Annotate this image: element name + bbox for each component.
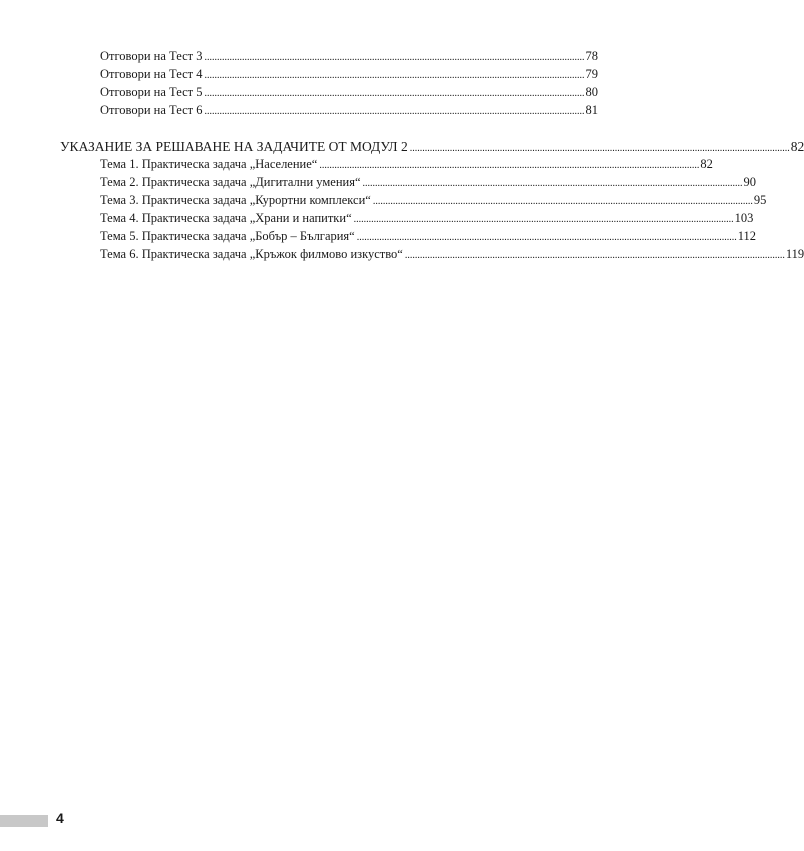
toc-entry-answers-test-6[interactable]: [100, 102, 598, 120]
toc-leader-dots: ........................................................................................................................................................: [204, 106, 585, 117]
toc-entry-page: 119: [785, 247, 804, 261]
toc-leader-dots: ........................................................................................................................................................: [362, 178, 743, 189]
toc-leader-dots: ........................................................................................................................................................: [319, 160, 700, 171]
toc-entry-title: Отговори на Тест 4: [100, 67, 203, 81]
toc-entry-title: Тема 4. Практическа задача „Храни и напитки“: [100, 211, 352, 225]
toc-entry-title: Отговори на Тест 3: [100, 49, 203, 63]
toc-entry-page: 82: [790, 139, 804, 154]
toc-entry-title: Тема 3. Практическа задача „Курортни комплекси“: [100, 193, 371, 207]
toc-entry-page: 103: [734, 211, 754, 225]
toc-entry-page: 82: [700, 157, 713, 171]
toc-leader-dots: ........................................................................................................................................................: [372, 196, 753, 207]
toc-entry-answers-test-3[interactable]: [100, 48, 598, 66]
footer-bar: [0, 815, 48, 827]
toc-entry-topic-4[interactable]: [100, 210, 754, 228]
toc-entry-page: 79: [585, 67, 598, 81]
toc-leader-dots: ........................................................................................................................................................: [204, 88, 585, 99]
toc-entry-title: Отговори на Тест 6: [100, 103, 203, 117]
toc-entry-title: Отговори на Тест 5: [100, 85, 203, 99]
toc-entry-title: Тема 1. Практическа задача „Население“: [100, 157, 318, 171]
toc-entry-page: 80: [585, 85, 598, 99]
toc-entry-title: Тема 2. Практическа задача „Дигитални умения“: [100, 175, 361, 189]
toc-entry-topic-6[interactable]: [100, 246, 804, 264]
toc-entry-page: 95: [753, 193, 767, 207]
toc-entry-answers-test-4[interactable]: [100, 66, 598, 84]
toc-entry-answers-test-5[interactable]: [100, 84, 598, 102]
toc-leader-dots: ........................................................................................................................................................: [204, 70, 585, 81]
toc-entry-topic-2[interactable]: [100, 174, 757, 192]
toc-entry-page: 112: [737, 229, 757, 243]
toc-leader-dots: ........................................................................................................................................................: [356, 232, 737, 243]
toc-leader-dots: ........................................................................................................................................................: [404, 250, 785, 261]
toc-section-title: УКАЗАНИЕ ЗА РЕШАВАНЕ НА ЗАДАЧИТЕ ОТ МОДУЛ 2: [60, 139, 408, 154]
toc-entry-topic-5[interactable]: [100, 228, 757, 246]
toc-leader-dots: ........................................................................................................................................................: [204, 52, 585, 63]
page-number: 4: [56, 810, 64, 826]
toc-leader-dots: ........................................................................................................................................................: [353, 214, 734, 225]
toc-entry-page: 78: [585, 49, 598, 63]
toc-entry-topic-1[interactable]: [100, 156, 713, 174]
toc-entry-page: 90: [743, 175, 757, 189]
toc-entry-title: Тема 5. Практическа задача „Бобър – България“: [100, 229, 355, 243]
toc-entry-topic-3[interactable]: [100, 192, 767, 210]
toc-entry-page: 81: [585, 103, 598, 117]
toc-section-module-2[interactable]: [60, 138, 804, 157]
toc-leader-dots: ........................................................................................................................................................: [409, 143, 790, 154]
toc-entry-title: Тема 6. Практическа задача „Кръжок филмово изкуство“: [100, 247, 403, 261]
